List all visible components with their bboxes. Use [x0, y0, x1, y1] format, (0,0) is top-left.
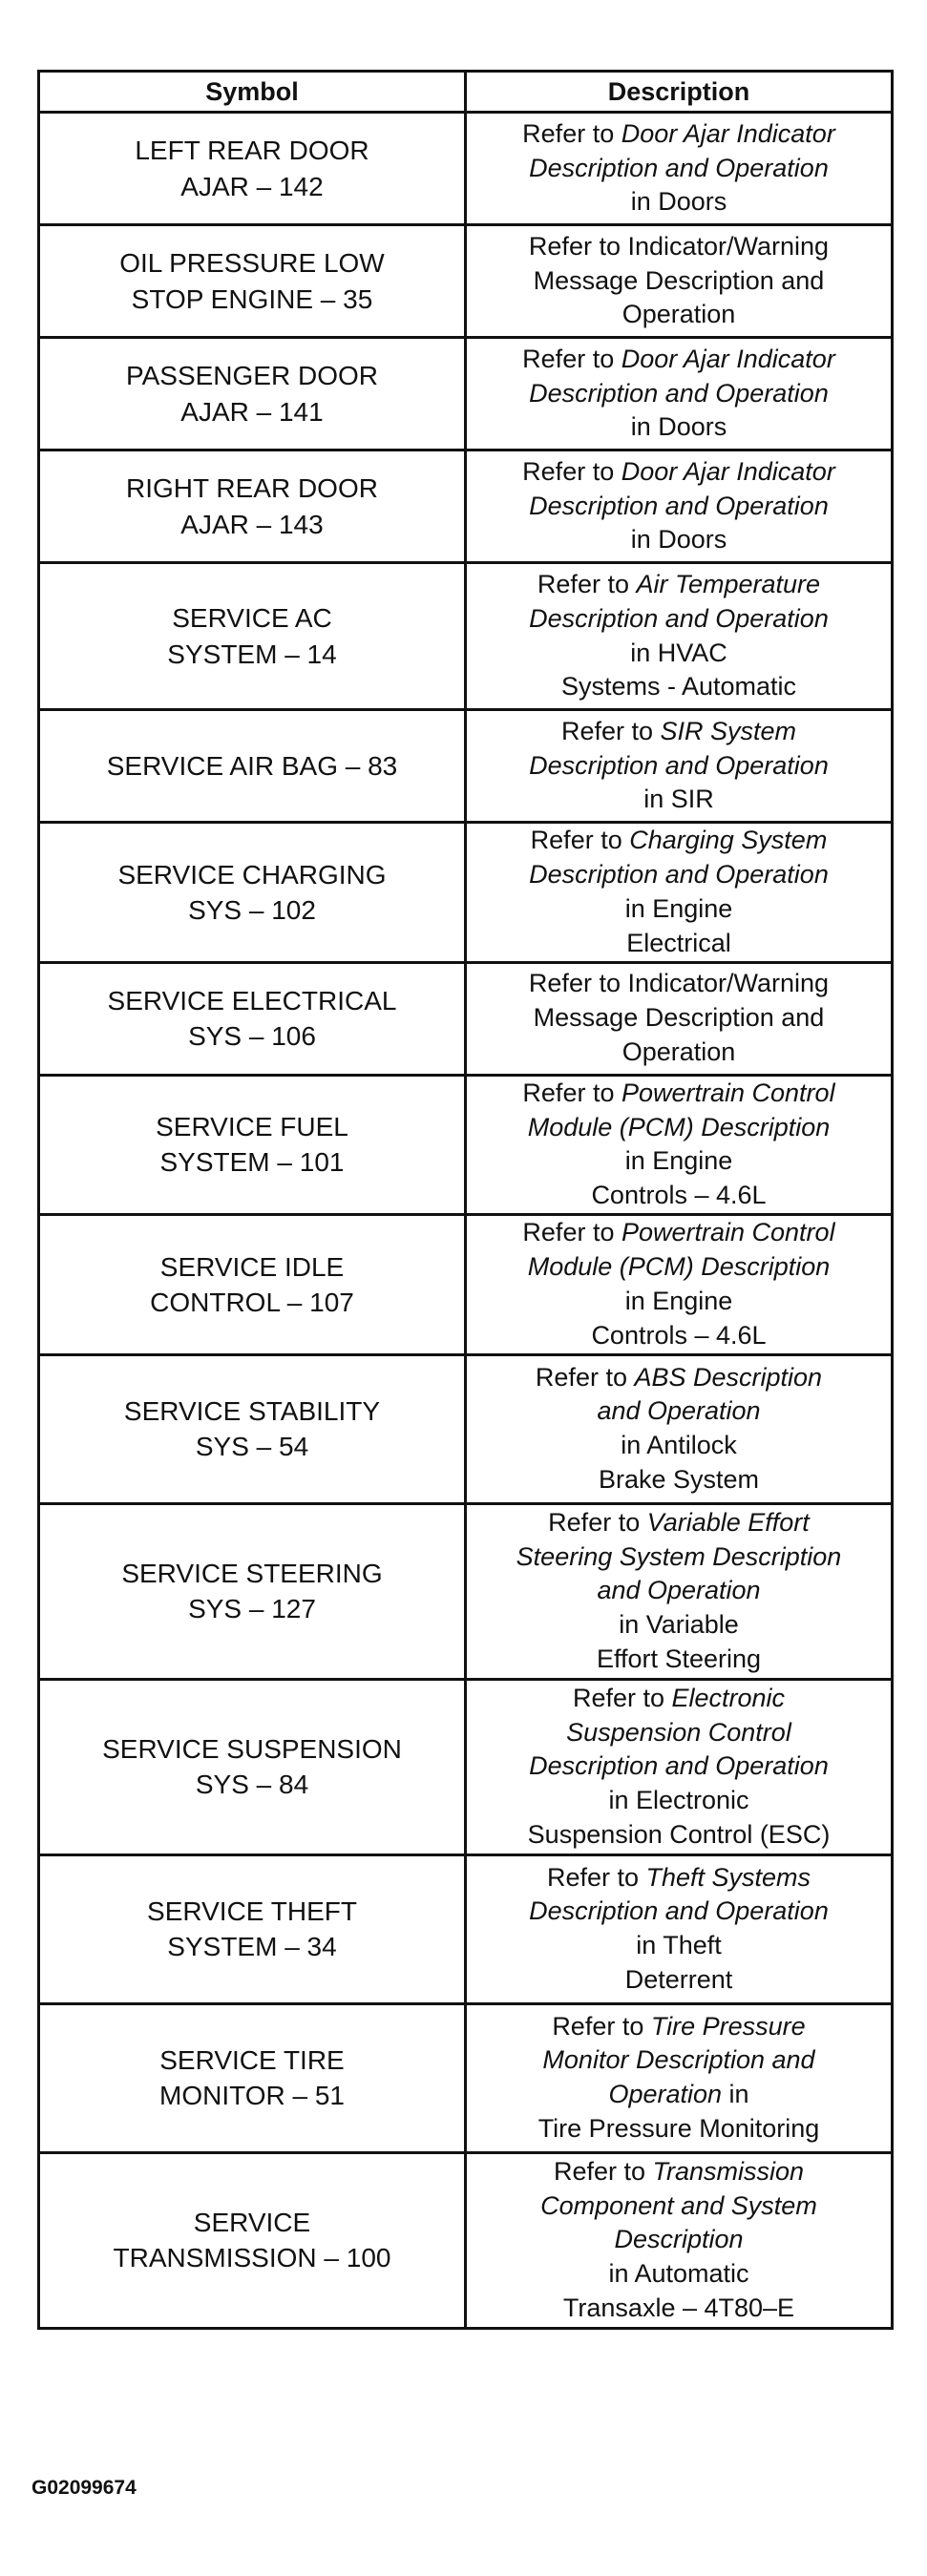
description-line — [473, 1319, 885, 1353]
description-text: Refer to — [522, 118, 622, 148]
description-line — [473, 1144, 885, 1179]
table-row — [39, 563, 893, 710]
description-text: Refer to — [537, 569, 637, 598]
description-line — [473, 152, 885, 186]
description-line — [473, 523, 885, 557]
symbol-cell — [39, 1215, 466, 1355]
description-cell — [466, 450, 893, 563]
description-text: Controls – 4.6L — [591, 1320, 767, 1350]
description-cell — [466, 1854, 893, 2003]
description-cell — [466, 2152, 893, 2328]
description-line — [473, 568, 885, 602]
description-text: Refer to Indicator/Warning — [528, 231, 830, 261]
description-line — [473, 1036, 885, 1070]
description-reference-title: Monitor Description and — [542, 2045, 815, 2075]
description-text: Refer to Indicator/Warning — [528, 969, 830, 998]
description-text: in Doors — [630, 412, 727, 442]
description-line — [473, 2292, 885, 2326]
description-line — [473, 2078, 885, 2112]
description-cell — [466, 1679, 893, 1854]
description-text: Refer to — [553, 2156, 653, 2186]
description-text: Systems - Automatic — [560, 672, 797, 702]
description-reference-title: Steering System Description — [516, 1541, 842, 1571]
table-row — [39, 823, 893, 963]
description-reference-title: Description and Operation — [529, 1896, 829, 1926]
description-line — [473, 264, 885, 299]
table-row — [39, 338, 893, 450]
symbol-line: AJAR – 143 — [180, 509, 324, 539]
description-reference-title: SIR System — [660, 716, 797, 745]
description-text: Message Description and — [533, 265, 825, 295]
description-reference-title: Operation — [608, 2080, 723, 2109]
description-reference-title: and Operation — [597, 1576, 761, 1605]
description-reference-title: Air Temperature — [636, 569, 821, 598]
symbol-cell — [39, 1503, 466, 1679]
table-row — [39, 1075, 893, 1215]
description-text: in SIR — [643, 785, 714, 814]
table-row — [39, 1503, 893, 1679]
description-reference-title: Door Ajar Indicator — [621, 456, 835, 486]
description-text: Refer to — [522, 456, 622, 486]
description-text: in Doors — [630, 525, 727, 555]
description-reference-title: Description and Operation — [529, 1751, 829, 1781]
description-text: Refer to — [522, 1218, 622, 1247]
table-body — [39, 113, 893, 2329]
description-text: Operation — [622, 1037, 736, 1067]
description-line — [473, 2257, 885, 2292]
description-line — [473, 1818, 885, 1853]
description-reference-title: and Operation — [597, 1396, 761, 1426]
description-line — [473, 1506, 885, 1540]
description-reference-title: Description and Operation — [529, 750, 829, 780]
description-line — [473, 377, 885, 411]
description-cell — [466, 563, 893, 710]
description-line — [473, 410, 885, 445]
description-line — [473, 1285, 885, 1319]
description-line — [473, 2223, 885, 2257]
symbol-line: SERVICE STABILITY — [123, 1396, 381, 1427]
table-row — [39, 1215, 893, 1355]
description-reference-title: Charging System — [629, 826, 828, 854]
description-line — [473, 298, 885, 332]
description-line — [473, 343, 885, 377]
description-line — [473, 1643, 885, 1677]
description-text: Transaxle – 4T80–E — [562, 2293, 795, 2323]
symbol-line: SERVICE FUEL — [156, 1112, 348, 1142]
symbol-cell — [39, 710, 466, 823]
description-line — [473, 1929, 885, 1963]
description-cell — [466, 823, 893, 963]
description-reference-title: Electronic — [671, 1683, 786, 1712]
symbol-line: SERVICE THEFT — [147, 1896, 357, 1927]
column-header-description: Description — [466, 72, 893, 113]
table-row — [39, 710, 893, 823]
description-line — [473, 602, 885, 637]
symbol-cell — [39, 1075, 466, 1215]
description-text: Operation — [622, 300, 736, 329]
symbol-line: TRANSMISSION – 100 — [113, 2243, 391, 2273]
symbol-line: RIGHT REAR DOOR — [126, 473, 378, 504]
description-line — [473, 1077, 885, 1111]
description-reference-title: Description and Operation — [529, 378, 829, 408]
description-line — [473, 1361, 885, 1395]
table-row — [39, 1854, 893, 2003]
description-cell — [466, 338, 893, 450]
description-line — [473, 1429, 885, 1463]
table-row — [39, 2003, 893, 2152]
description-text: Controls – 4.6L — [591, 1181, 767, 1210]
description-line — [473, 1394, 885, 1429]
description-cell — [466, 962, 893, 1075]
symbol-cell — [39, 1354, 466, 1503]
description-reference-title: Theft Systems — [645, 1862, 811, 1892]
description-reference-title: Powertrain Control — [621, 1078, 835, 1107]
table-row — [39, 1679, 893, 1854]
description-line — [473, 455, 885, 490]
symbol-cell — [39, 450, 466, 563]
description-line — [473, 858, 885, 892]
description-text: in Engine — [624, 893, 733, 923]
symbol-line: SYSTEM – 101 — [159, 1147, 345, 1178]
description-reference-title: Transmission — [652, 2156, 805, 2186]
symbol-cell — [39, 2152, 466, 2328]
description-line — [473, 715, 885, 749]
description-text: in — [722, 2080, 749, 2109]
description-line — [473, 927, 885, 961]
description-text: Tire Pressure Monitoring — [537, 2114, 820, 2144]
description-line — [473, 1179, 885, 1213]
description-text: in HVAC — [630, 638, 727, 667]
description-text: in Antilock — [621, 1431, 737, 1460]
symbol-line: SERVICE SUSPENSION — [102, 1734, 402, 1765]
description-text: in Engine — [624, 1287, 733, 1316]
symbol-line: SERVICE IDLE — [159, 1251, 345, 1282]
description-reference-title: Tire Pressure — [650, 2011, 806, 2041]
description-reference-title: Suspension Control — [566, 1717, 791, 1747]
symbol-line: SERVICE CHARGING — [117, 859, 387, 890]
symbol-cell — [39, 338, 466, 450]
symbol-line: SYS – 84 — [195, 1770, 309, 1800]
symbol-cell — [39, 113, 466, 225]
symbol-line: SYS – 106 — [188, 1021, 316, 1052]
description-line — [473, 490, 885, 524]
description-reference-title: Description and Operation — [529, 491, 829, 520]
column-header-symbol: Symbol — [39, 72, 466, 113]
description-text: Suspension Control (ESC) — [527, 1820, 831, 1850]
description-text: Refer to — [535, 1362, 635, 1392]
symbol-line: SERVICE — [193, 2208, 311, 2238]
description-reference-title: Powertrain Control — [621, 1218, 835, 1247]
symbol-line: STOP ENGINE – 35 — [131, 283, 373, 314]
description-text: Refer to — [522, 344, 622, 373]
description-line — [473, 1216, 885, 1250]
description-reference-title: Description and Operation — [529, 603, 829, 633]
description-line — [473, 1963, 885, 1998]
description-line — [473, 749, 885, 784]
description-reference-title: Description — [614, 2225, 744, 2254]
symbol-line: SYS – 54 — [195, 1432, 309, 1462]
symbol-line: CONTROL – 107 — [150, 1288, 354, 1318]
description-line — [473, 967, 885, 1001]
description-text: Refer to — [522, 1078, 622, 1107]
description-text: in Theft — [636, 1931, 722, 1960]
description-cell — [466, 2003, 893, 2152]
description-line — [473, 2043, 885, 2078]
description-reference-title: Variable Effort — [646, 1507, 810, 1537]
description-text: in Doors — [630, 187, 727, 217]
table-header-row — [39, 72, 893, 113]
symbol-line: SYS – 127 — [188, 1594, 316, 1624]
description-line — [473, 1784, 885, 1818]
symbol-cell — [39, 563, 466, 710]
description-reference-title: ABS Description — [634, 1362, 823, 1392]
description-text: in Engine — [624, 1146, 733, 1176]
symbol-line: MONITOR – 51 — [159, 2081, 345, 2111]
symbol-line: SYS – 102 — [188, 894, 316, 925]
description-reference-title: Description and Operation — [529, 153, 829, 182]
symbol-cell — [39, 823, 466, 963]
symbol-line: SERVICE AIR BAG – 83 — [106, 750, 398, 781]
description-line — [473, 1574, 885, 1608]
symbol-line: SYSTEM – 14 — [167, 639, 337, 669]
description-line — [473, 117, 885, 152]
description-line — [473, 783, 885, 817]
description-line — [473, 230, 885, 264]
table-row — [39, 962, 893, 1075]
description-line — [473, 1682, 885, 1716]
table-row — [39, 225, 893, 338]
description-line — [473, 1250, 885, 1285]
description-cell — [466, 225, 893, 338]
symbol-cell — [39, 962, 466, 1075]
table-row — [39, 450, 893, 563]
symbol-line: SERVICE TIRE — [159, 2045, 345, 2076]
description-reference-title: Module (PCM) Description — [527, 1112, 831, 1141]
table-row — [39, 2152, 893, 2328]
description-line — [473, 670, 885, 704]
symbol-cell — [39, 225, 466, 338]
description-line — [473, 1716, 885, 1750]
description-line — [473, 1540, 885, 1575]
description-text: in Automatic — [608, 2259, 749, 2289]
description-text: Message Description and — [533, 1003, 825, 1033]
description-cell — [466, 1354, 893, 1503]
symbol-line: OIL PRESSURE LOW — [119, 248, 385, 279]
description-text: in Variable — [619, 1610, 739, 1640]
symbol-cell — [39, 1679, 466, 1854]
figure-id: G02099674 — [32, 2477, 137, 2499]
description-line — [473, 2189, 885, 2224]
description-line — [473, 1463, 885, 1497]
description-text: Effort Steering — [596, 1644, 762, 1674]
symbol-line: PASSENGER DOOR — [126, 361, 378, 391]
description-cell — [466, 113, 893, 225]
description-cell — [466, 710, 893, 823]
description-line — [473, 1861, 885, 1895]
description-line — [473, 1111, 885, 1145]
description-text: Refer to — [530, 826, 630, 854]
symbol-description-table — [37, 70, 894, 2330]
symbol-line: SYSTEM – 34 — [167, 1932, 337, 1962]
description-line — [473, 824, 885, 858]
description-reference-title: Description and Operation — [529, 859, 829, 889]
description-line — [473, 2010, 885, 2044]
description-text: Electrical — [626, 928, 731, 957]
description-text: Refer to — [546, 1862, 646, 1892]
description-line — [473, 1001, 885, 1036]
description-text: Refer to — [560, 716, 661, 745]
description-line — [473, 637, 885, 671]
description-cell — [466, 1215, 893, 1355]
symbol-line: AJAR – 141 — [180, 396, 324, 427]
description-text: Refer to — [572, 1683, 672, 1712]
symbol-line: LEFT REAR DOOR — [135, 136, 369, 166]
description-line — [473, 892, 885, 927]
description-line — [473, 1749, 885, 1784]
description-text: Refer to — [548, 1507, 647, 1537]
description-text: Deterrent — [624, 1965, 733, 1995]
description-reference-title: Door Ajar Indicator — [621, 118, 835, 148]
symbol-cell — [39, 2003, 466, 2152]
table-row — [39, 113, 893, 225]
description-text: Refer to — [552, 2011, 651, 2041]
description-line — [473, 1895, 885, 1929]
description-reference-title: Component and System — [540, 2190, 817, 2220]
description-line — [473, 2112, 885, 2147]
description-text: Brake System — [598, 1465, 760, 1495]
symbol-line: SERVICE ELECTRICAL — [107, 985, 397, 1016]
table-row — [39, 1354, 893, 1503]
description-reference-title: Door Ajar Indicator — [621, 344, 835, 373]
description-cell — [466, 1503, 893, 1679]
description-line — [473, 1608, 885, 1643]
description-text: in Electronic — [608, 1786, 749, 1815]
symbol-line: SERVICE STEERING — [121, 1559, 383, 1589]
description-line — [473, 2155, 885, 2189]
description-line — [473, 185, 885, 220]
description-cell — [466, 1075, 893, 1215]
symbol-cell — [39, 1854, 466, 2003]
symbol-line: SERVICE AC — [172, 603, 332, 634]
symbol-line: AJAR – 142 — [180, 171, 324, 201]
symbol-description-table-container — [37, 70, 891, 2330]
description-reference-title: Module (PCM) Description — [527, 1252, 831, 1282]
